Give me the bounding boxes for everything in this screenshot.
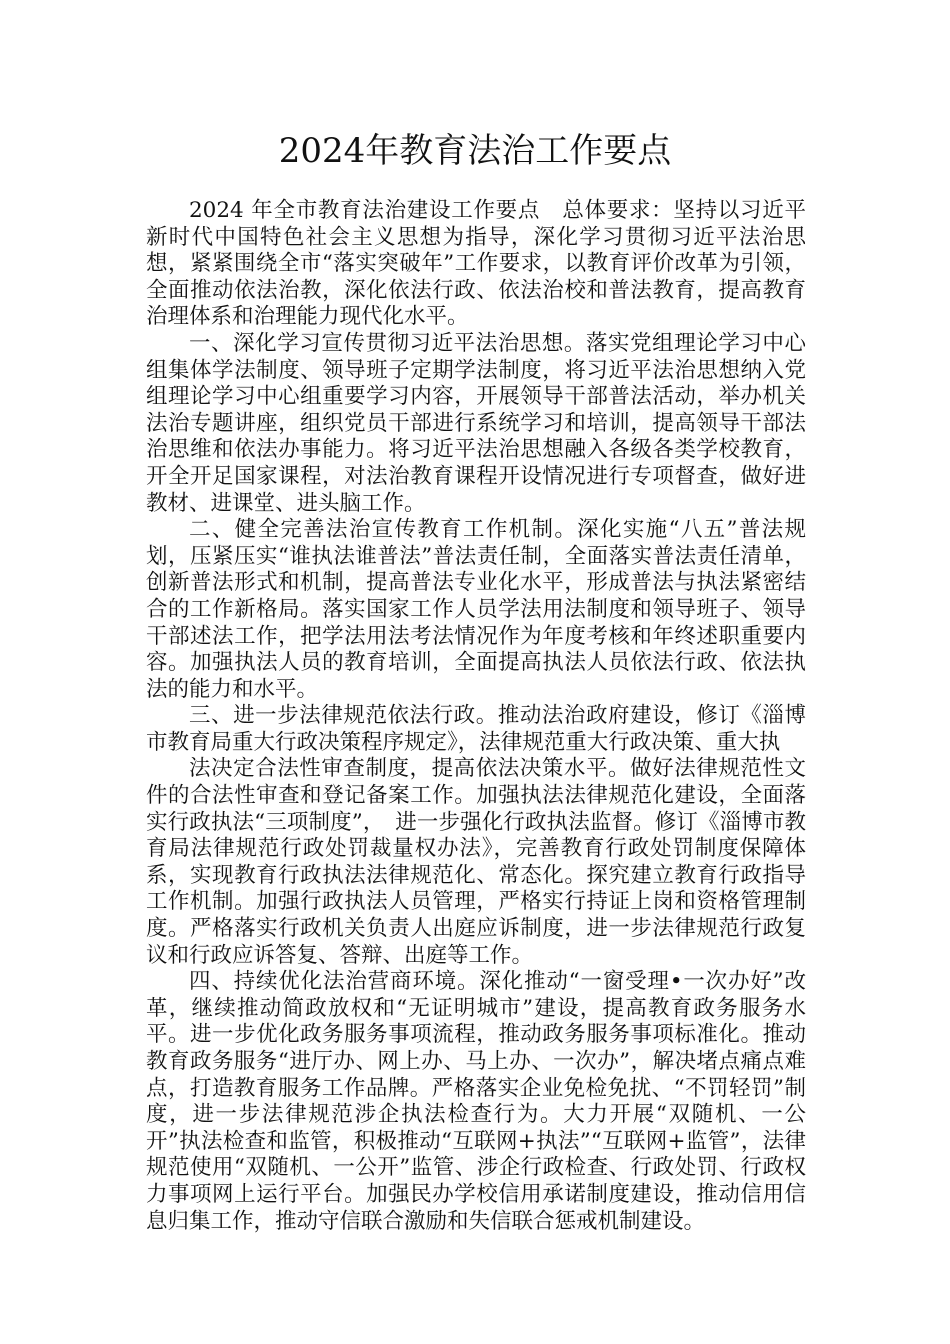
document-body [146,198,806,1235]
paragraph-section-2: 二、健全完善法治宣传教育工作机制。深化实施“八五”普法规划，压紧压实“谁执法谁普法”普法责任制，全面落实普法责任清单，创新普法形式和机制，提高普法专业化水平，形成普法与执法紧密结合的工作新格局。落实国家工作人员学法用法制度和领导班子、领导干部述法工作，把学法用法考法情况作为年度考核和年终述职重要内容。加强执法人员的教育培训，全面提高执法人员依法行政、依法执法的能力和水平。 [146,517,806,702]
document-title: 2024年教育法治工作要点 [278,131,672,171]
paragraph-section-3: 三、进一步法律规范依法行政。推动法治政府建设，修订《淄博市教育局重大行政决策程序规定》，法律规范重大行政决策、重大执 [146,703,806,755]
paragraph-section-3-continued: 法决定合法性审查制度，提高依法决策水平。做好法律规范性文件的合法性审查和登记备案工作。加强执法法律规范化建设，全面落实行政执法“三项制度”， 进一步强化行政执法监督。修订《淄博市教育局法律规范行政处罚裁量权办法》，完善教育行政处罚制度保障体系，实现教育行政执法法律规范化、常态化。探究建立教育行政指导工作机制。加强行政执法人员管理，严格实行持证上岗和资格管理制度。严格落实行政机关负责人出庭应诉制度，进一步法律规范行政复议和行政应诉答复、答辩、出庭等工作。 [146,756,806,968]
paragraph-section-1: 一、深化学习宣传贯彻习近平法治思想。落实党组理论学习中心组集体学法制度、领导班子定期学法制度，将习近平法治思想纳入党组理论学习中心组重要学习内容，开展领导干部普法活动，举办机关法治专题讲座，组织党员干部进行系统学习和培训，提高领导干部法治思维和依法办事能力。将习近平法治思想融入各级各类学校教育，开全开足国家课程，对法治教育课程开设情况进行专项督查，做好进教材、进课堂、进头脑工作。 [146,330,806,516]
paragraph-overall-requirements: 2024 年全市教育法治建设工作要点 总体要求：坚持以习近平新时代中国特色社会主义思想为指导，深化学习贯彻习近平法治思想，紧紧围绕全市“落实突破年”工作要求，以教育评价改革为引领，全面推动依法治教，深化依法行政、依法治校和普法教育，提高教育治理体系和治理能力现代化水平。 [146,198,806,330]
paragraph-section-4: 四、持续优化法治营商环境。深化推动“一窗受理•一次办好”改革，继续推动简政放权和“无证明城市”建设，提高教育政务服务水平。进一步优化政务服务事项流程，推动政务服务事项标准化。推动教育政务服务“进厅办、网上办、马上办、一次办”，解决堵点痛点难点，打造教育服务工作品牌。严格落实企业免检免扰、“不罚轻罚”制度，进一步法律规范涉企执法检查行为。大力开展“双随机、一公开”执法检查和监管，积极推动“互联网+执法”“互联网+监管”，法律规范使用“双随机、一公开”监管、涉企行政检查、行政处罚、行政权力事项网上运行平台。加强民办学校信用承诺制度建设，推动信用信息归集工作，推动守信联合激励和失信联合惩戒机制建设。 [146,969,806,1234]
